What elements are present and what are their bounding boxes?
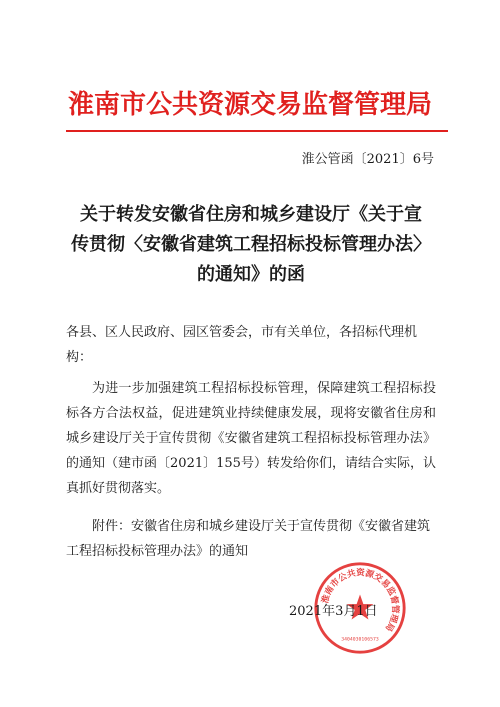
red-divider xyxy=(66,130,448,132)
svg-text:3404030106573: 3404030106573 xyxy=(341,637,379,643)
document-subject xyxy=(66,200,436,290)
subject-line-2: 传贯彻〈安徽省建筑工程招标投标管理办法〉 xyxy=(71,234,431,255)
document-number: 淮公管函〔2021〕6号 xyxy=(301,152,434,167)
document-date: 2021年3月1日 xyxy=(289,604,378,619)
issuer-header: 淮南市公共资源交易监督管理局 xyxy=(67,90,432,120)
salutation: 各县、区人民政府、园区管委会，市有关单位，各招标代理机构： xyxy=(66,325,418,365)
subject-line-3: 的通知》的函 xyxy=(197,264,305,285)
body-paragraph: 为进一步加强建筑工程招标投标管理，保障建筑工程招标投标各方合法权益，促进建筑业持续健康发展，现将安徽省住房和城乡建设厅关于宣传贯彻《安徽省建筑工程招标投标管理办法》的通知（建市函〔2021〕155号）转发给你们，请结合实际，认真抓好贯彻落实。 xyxy=(66,381,436,496)
svg-text:淮南市公共资源交易监督管理局: 淮南市公共资源交易监督管理局 xyxy=(320,568,400,633)
attachment-note: 附件：安徽省住房和城乡建设厅关于宣传贯彻《安徽省建筑工程招标投标管理办法》的通知 xyxy=(66,519,431,559)
subject-line-1: 关于转发安徽省住房和城乡建设厅《关于宣 xyxy=(80,204,422,225)
